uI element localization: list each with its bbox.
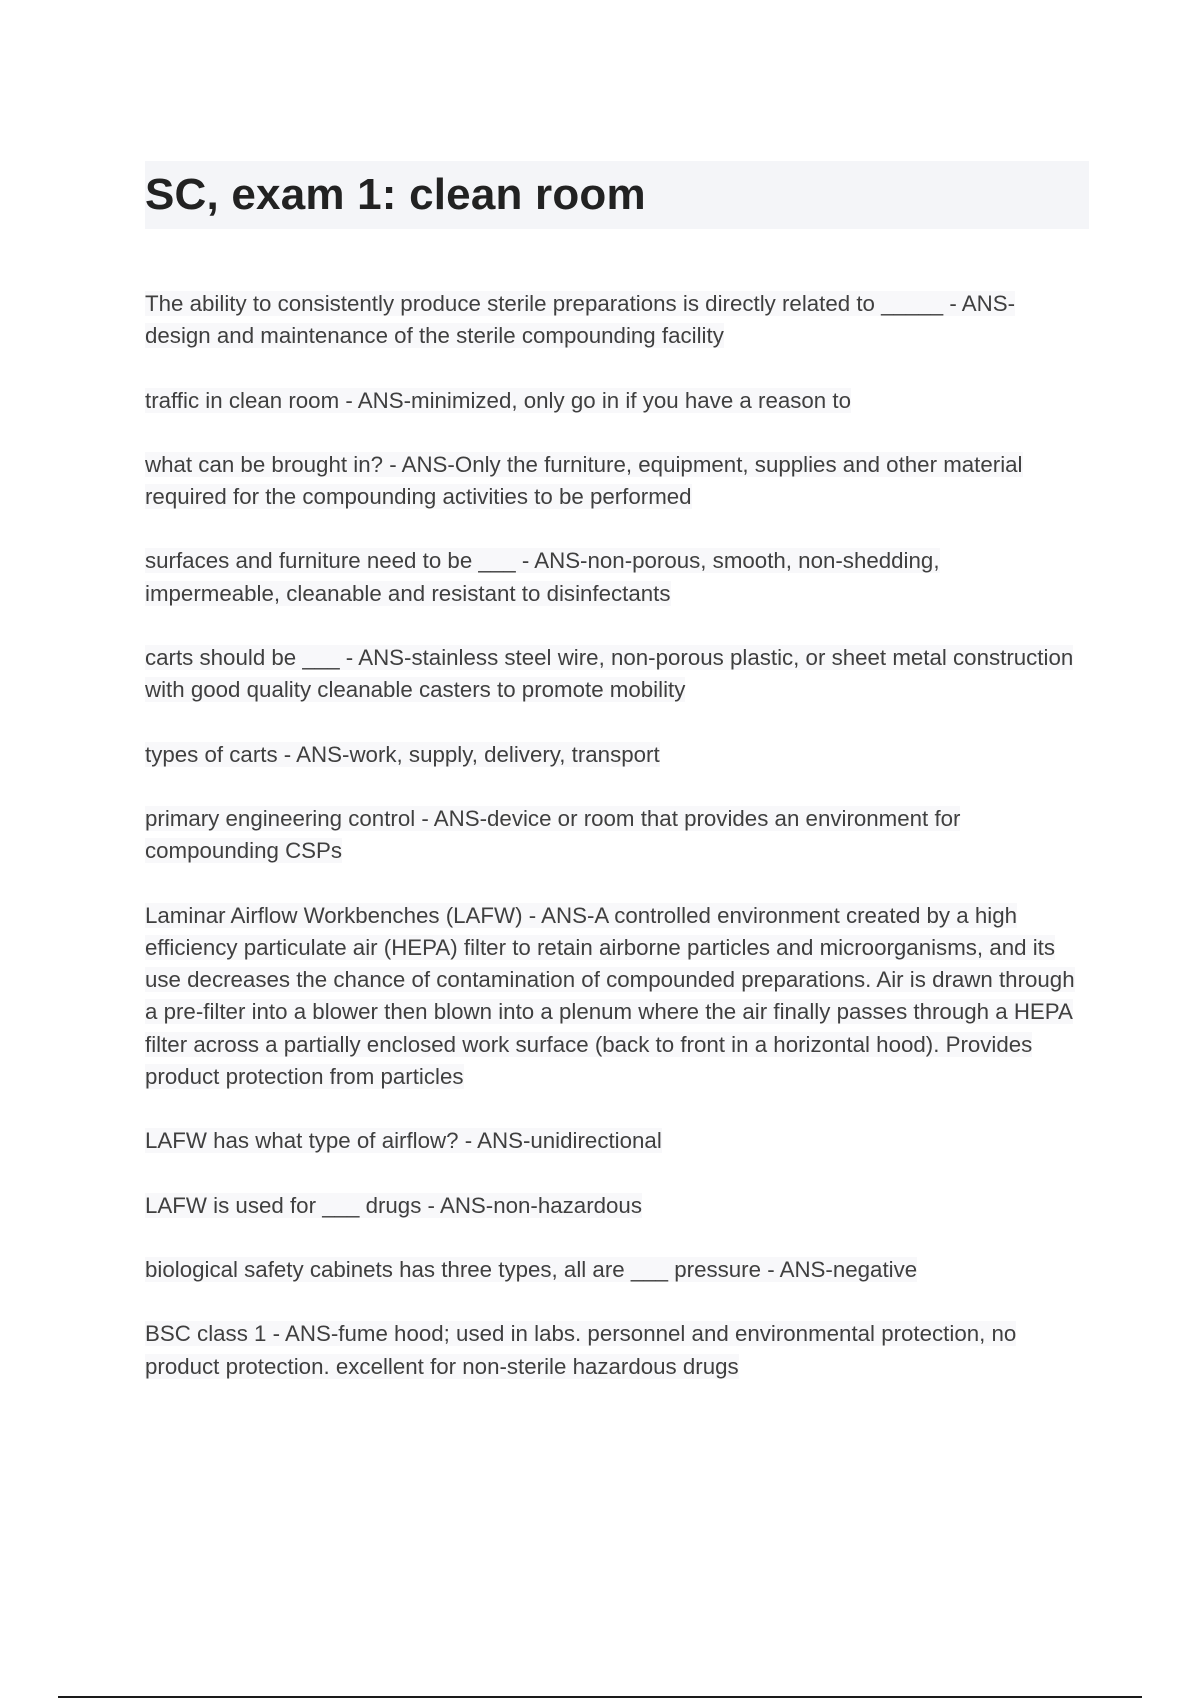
qa-item xyxy=(145,1125,1075,1157)
qa-text: surfaces and furniture need to be ___ - ANS-non-porous, smooth, non-shedding, impermeable, cleanable and resistant to disinfectants xyxy=(145,548,940,606)
qa-item xyxy=(145,642,1075,707)
qa-text: biological safety cabinets has three types, all are ___ pressure - ANS-negative xyxy=(145,1256,918,1282)
qa-item xyxy=(145,449,1075,514)
qa-item xyxy=(145,1254,1075,1286)
qa-text: LAFW has what type of airflow? - ANS-unidirectional xyxy=(145,1128,662,1154)
footer-divider xyxy=(58,1696,1142,1698)
qa-item xyxy=(145,1318,1075,1383)
qa-text: what can be brought in? - ANS-Only the furniture, equipment, supplies and other material required for the compounding activities to be performed xyxy=(145,451,1023,510)
qa-item xyxy=(145,385,1075,417)
qa-text: traffic in clean room - ANS-minimized, only go in if you have a reason to xyxy=(145,387,851,413)
qa-item xyxy=(145,1190,1075,1222)
title-block xyxy=(145,161,1089,229)
qa-text: primary engineering control - ANS-device or room that provides an environment for compounding CSPs xyxy=(145,805,961,864)
qa-list xyxy=(145,288,1075,1415)
qa-text: BSC class 1 - ANS-fume hood; used in labs. personnel and environmental protection, no product protection. excellent for non-sterile hazardous drugs xyxy=(145,1321,1017,1379)
qa-text: types of carts - ANS-work, supply, delivery, transport xyxy=(145,741,660,767)
qa-item xyxy=(145,803,1075,868)
qa-item xyxy=(145,288,1075,353)
qa-text: LAFW is used for ___ drugs - ANS-non-hazardous xyxy=(145,1192,642,1218)
qa-item xyxy=(145,900,1075,1094)
qa-item xyxy=(145,739,1075,771)
qa-text: carts should be ___ - ANS-stainless steel wire, non-porous plastic, or sheet metal construction with good quality cleanable casters to promote mobility xyxy=(145,645,1074,703)
qa-item xyxy=(145,545,1075,610)
page-title: SC, exam 1: clean room xyxy=(145,170,646,219)
qa-text: Laminar Airflow Workbenches (LAFW) - ANS-A controlled environment created by a high efficiency particulate air (HEPA) filter to retain airborne particles and microorganisms, and its use decreases the chance of contamination of compounded preparations. Air is drawn through a pre-filter into a blower then blown into a plenum where the air finally passes through a HEPA filter across a partially enclosed work surface (back to front in a horizontal hood). Provides product protection from particles xyxy=(145,902,1075,1090)
qa-text: The ability to consistently produce sterile preparations is directly related to _____ - ANS-design and maintenance of the sterile compounding facility xyxy=(145,291,1016,349)
